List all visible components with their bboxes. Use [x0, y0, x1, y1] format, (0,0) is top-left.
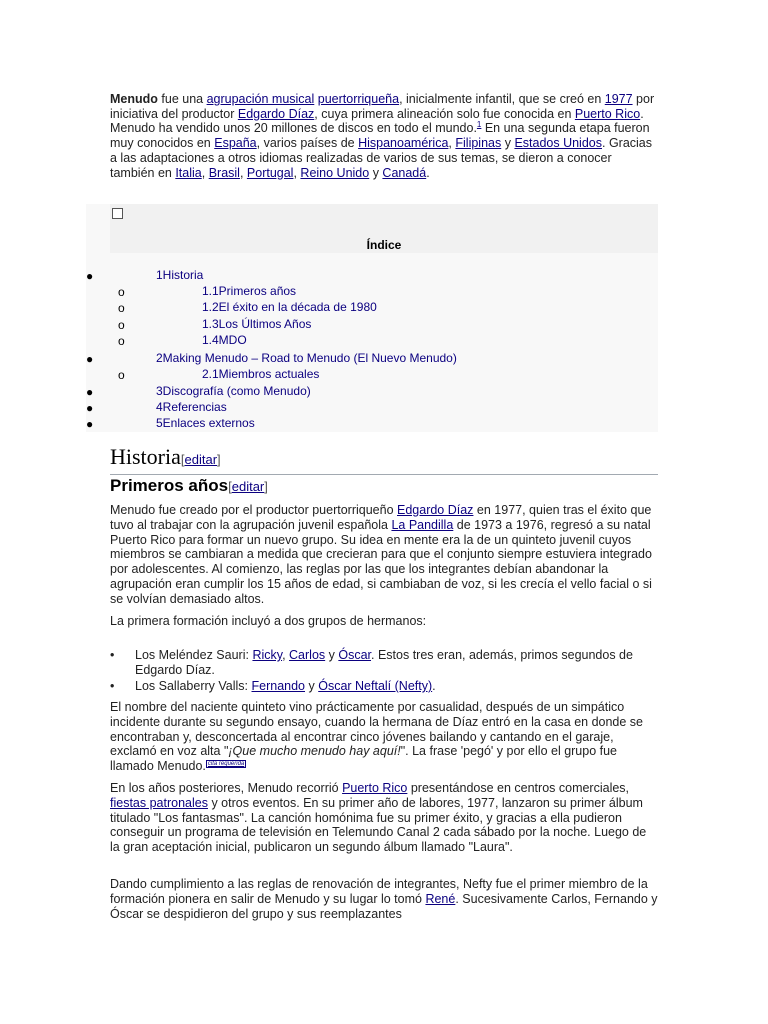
bullet-icon: ● — [86, 269, 94, 283]
link-canada[interactable]: Canadá — [382, 165, 427, 180]
text: , cuya primera alineación solo fue conocida en — [314, 106, 575, 121]
text: . — [432, 679, 436, 693]
link-fiestas-patronales[interactable]: fiestas patronales — [110, 795, 208, 810]
edit-link-wrapper: [editar] — [228, 479, 268, 494]
circle-bullet-icon: o — [118, 334, 125, 348]
toc-link[interactable]: 1.4MDO — [202, 333, 247, 347]
text: , — [239, 165, 247, 180]
text: Los Meléndez Sauri: — [135, 648, 253, 662]
toc-item-miembros-actuales[interactable] — [202, 366, 319, 382]
section-heading-primeros-anos — [110, 474, 268, 499]
paragraph-early-years — [110, 781, 658, 855]
link-puerto-rico[interactable]: Puerto Rico — [342, 781, 408, 795]
link-ricky[interactable]: Ricky — [252, 648, 283, 662]
toc-link[interactable]: 4Referencias — [156, 400, 227, 414]
intro-paragraph — [110, 92, 658, 180]
toc-header — [110, 204, 658, 253]
link-puerto-rico[interactable]: Puerto Rico — [574, 106, 641, 121]
text: Menudo fue creado por el productor puertorriqueño — [110, 503, 397, 517]
bullet-icon: ● — [86, 385, 94, 399]
text: Los Sallaberry Valls: — [135, 679, 252, 693]
edit-primeros-link[interactable]: editar — [231, 479, 265, 494]
text: y — [305, 679, 319, 693]
toc-item-enlaces-externos[interactable] — [156, 415, 255, 431]
toc-item-mdo[interactable] — [202, 332, 247, 348]
heading-text: Historia — [110, 444, 181, 469]
circle-bullet-icon: o — [118, 318, 125, 332]
toc-link[interactable]: 1.3Los Últimos Años — [202, 317, 312, 331]
text: En una segunda etapa fueron muy conocidos en — [110, 121, 650, 151]
reference-1[interactable]: 1 — [476, 120, 482, 130]
link-italia[interactable]: Italia — [175, 165, 202, 180]
paragraph-renewal — [110, 877, 658, 921]
bullet-icon: ● — [86, 352, 94, 366]
toc-link[interactable]: 1Historia — [156, 268, 204, 282]
link-edgardo-diaz[interactable]: Edgardo Díaz — [397, 503, 474, 517]
text: presentándose en centros comerciales, — [407, 781, 630, 795]
text: en 1977, quien tras el éxito que tuvo al trabajar con la agrupación juvenil española — [110, 503, 652, 532]
toc-title: Índice — [366, 238, 402, 252]
paragraph-origin — [110, 503, 658, 607]
link-1977[interactable]: 1977 — [604, 92, 633, 106]
link-edgardo-diaz[interactable]: Edgardo Díaz — [237, 106, 315, 121]
text: fue una — [157, 92, 207, 106]
paragraph-formation — [110, 614, 658, 629]
section-heading-historia — [110, 444, 658, 475]
link-filipinas[interactable]: Filipinas — [455, 136, 502, 151]
link-nefty[interactable]: Óscar Neftalí (Nefty) — [318, 679, 433, 693]
toc-item-primeros-anos[interactable] — [202, 283, 296, 299]
text: de 1973 a 1976, regresó a su natal Puerto Rico para formar un nuevo grupo. Su idea en mente era la de un quinteto juvenil cuyos miembros se cambiaran a medida que crecieran para que el conjunto siempre estuviera integrado por adolescentes. Al comienzo, las reglas por las que los integrantes debían abandonar la agrupación eran cumplir los 15 años de edad, si cambiaban de voz, si les crecía el vello facial o si se volvían demasiado altos. — [110, 517, 652, 606]
text: El nombre del naciente quinteto vino prácticamente por casualidad, después de un simpático incidente durante su segundo ensayo, cuando la hermana de Díaz entró en la casa en donde se encontraban y, desconcertada al encontrar cinco jóvenes bailando y cantando en el garaje, exclamó en voz alta " — [110, 700, 644, 759]
link-puertorriquena[interactable]: puertorriqueña — [317, 92, 400, 106]
toc-link[interactable]: 1.1Primeros años — [202, 284, 297, 298]
text: . Gracias a las adaptaciones a otros idiomas realizadas de varios de sus temas, se dieron a conocer también en — [110, 136, 653, 180]
toc-link[interactable]: 5Enlaces externos — [156, 416, 255, 430]
link-la-pandilla[interactable]: La Pandilla — [391, 517, 454, 532]
toc-item-exito-1980[interactable] — [202, 299, 377, 315]
link-estados-unidos[interactable]: Estados Unidos — [514, 136, 602, 151]
bullet-icon: ● — [86, 401, 94, 415]
paragraph-name-origin — [110, 700, 658, 774]
toc-item-historia[interactable] — [156, 267, 203, 283]
text: , — [448, 136, 456, 151]
text: , — [293, 165, 301, 180]
toc-link[interactable]: 3Discografía (como Menudo) — [156, 384, 311, 398]
intro-bold-title: Menudo — [110, 92, 158, 106]
link-oscar[interactable]: Óscar — [338, 648, 372, 662]
text: y — [501, 136, 515, 151]
text: . — [426, 165, 430, 180]
bullet-icon: • — [110, 679, 115, 693]
toc-toggle-checkbox[interactable] — [112, 208, 123, 219]
toc-link[interactable]: 1.2El éxito en la década de 1980 — [202, 300, 377, 314]
link-hispanoamerica[interactable]: Hispanoamérica — [358, 136, 449, 151]
text: y otros eventos. En su primer año de labores, 1977, lanzaron su primer álbum titulado "Los fantasmas". La canción homónima fue su primer éxito, y gracias a ella pudieron conseguir un programa de televisión en Telemundo Canal 2 cada sábado por la noche. Luego de la gran aceptación inicial, publicaron un segundo álbum llamado "Laura". — [110, 795, 647, 855]
text: y — [369, 165, 383, 180]
link-rene[interactable]: René — [425, 891, 456, 906]
text: y — [325, 648, 339, 662]
edit-link-wrapper: [editar] — [180, 452, 221, 467]
link-carlos[interactable]: Carlos — [289, 648, 326, 662]
link-fernando[interactable]: Fernando — [251, 679, 306, 693]
text: , inicialmente infantil, que se creó en — [399, 92, 605, 106]
circle-bullet-icon: o — [118, 301, 125, 315]
toc-item-ultimos-anos[interactable] — [202, 316, 311, 332]
quote: ¡Que mucho menudo hay aquí! — [228, 744, 401, 759]
link-espana[interactable]: España — [214, 136, 257, 151]
edit-historia-link[interactable]: editar — [184, 452, 218, 467]
text: , varios países de — [256, 136, 359, 151]
link-portugal[interactable]: Portugal — [246, 165, 294, 180]
toc-link[interactable]: 2.1Miembros actuales — [202, 367, 320, 381]
toc-item-referencias[interactable] — [156, 399, 227, 415]
intro-section — [110, 92, 658, 180]
text: , — [201, 165, 209, 180]
text: ". La frase 'pegó' y por ello el grupo fue llamado Menudo. — [110, 744, 618, 774]
link-agrupacion-musical[interactable]: agrupación musical — [206, 92, 315, 106]
text: . Menudo ha vendido unos 20 millones de discos en todo el mundo. — [110, 106, 644, 136]
bullet-icon: ● — [86, 417, 94, 431]
bullet-icon: • — [110, 648, 115, 662]
toc-item-making-menudo[interactable] — [156, 350, 457, 366]
table-of-contents — [86, 204, 658, 432]
heading-text: Primeros años — [110, 476, 229, 495]
text: por iniciativa del productor — [110, 92, 655, 121]
toc-link[interactable]: 2Making Menudo – Road to Menudo (El Nuevo Menudo) — [156, 351, 457, 365]
circle-bullet-icon: o — [118, 285, 125, 299]
text: En los años posteriores, Menudo recorrió — [110, 781, 343, 795]
text: , — [282, 648, 290, 662]
citation-needed-link[interactable]: cita requerida — [207, 761, 245, 768]
text: Dando cumplimiento a las reglas de renovación de integrantes, Nefty fue el primer miembro de la formación pionera en salir de Menudo y su lugar lo tomó — [110, 877, 648, 906]
link-brasil[interactable]: Brasil — [208, 165, 240, 180]
text: . Estos tres eran, además, primos segundos de Edgardo Díaz. — [135, 648, 633, 677]
circle-bullet-icon: o — [118, 368, 125, 382]
toc-item-discografia[interactable] — [156, 383, 311, 399]
text: La primera formación incluyó a dos grupos de hermanos: — [110, 614, 427, 628]
link-reino-unido[interactable]: Reino Unido — [300, 165, 370, 180]
text: . Sucesivamente Carlos, Fernando y Óscar se despidieron del grupo y sus reemplazantes — [110, 891, 658, 921]
